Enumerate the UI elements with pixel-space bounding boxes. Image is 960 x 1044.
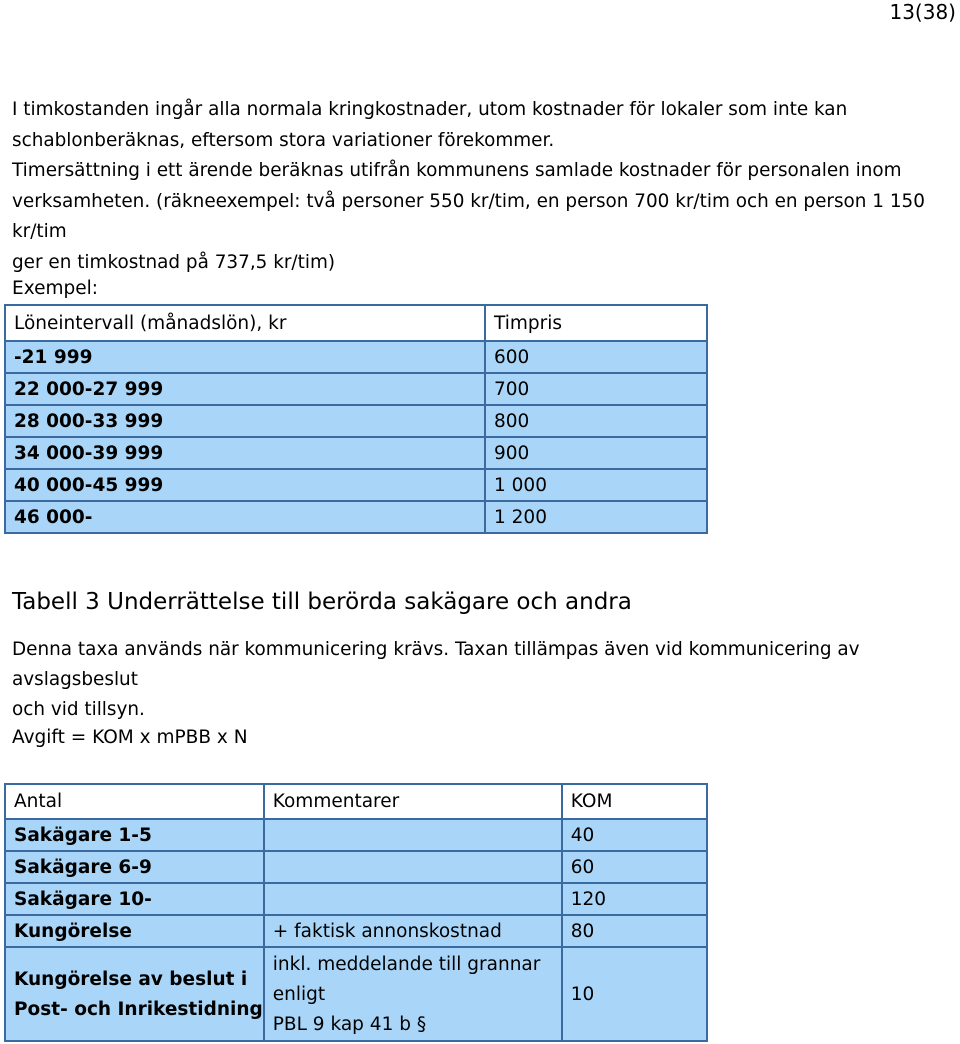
intro-line: I timkostanden ingår alla normala kringkostnader, utom kostnader för lokaler som inte kan <box>12 99 848 120</box>
kom-cell <box>562 947 707 1041</box>
comment-line: enligt <box>272 984 326 1005</box>
table-header-row <box>5 305 707 341</box>
price-cell: 900 <box>485 437 707 469</box>
kom-table <box>4 783 708 1042</box>
table-row <box>5 469 707 501</box>
comment-cell <box>264 819 562 851</box>
comment-cell: + faktisk annonskostnad <box>264 915 562 947</box>
header-cell: Löneintervall (månadslön), kr <box>5 305 485 341</box>
header-cell: KOM <box>562 784 707 819</box>
example-label: Exempel: <box>12 278 98 299</box>
salary-table <box>4 304 708 534</box>
intro-line: verksamheten. (räkneexempel: två personer 550 kr/tim, en person 700 kr/tim och en person 1 150 kr/tim <box>12 190 925 242</box>
price-cell: 1 000 <box>485 469 707 501</box>
description-line: och vid tillsyn. <box>12 699 145 720</box>
kom-cell: 60 <box>562 851 707 883</box>
antal-cell: Sakägare 1-5 <box>5 819 264 851</box>
range-cell: 34 000-39 999 <box>5 437 485 469</box>
intro-line: schablonberäknas, eftersom stora variationer förekommer. <box>12 129 555 151</box>
comment-cell <box>264 883 562 915</box>
antal-cell: Sakägare 10- <box>5 883 264 915</box>
table-row <box>5 947 707 1041</box>
antal-cell: Sakägare 6-9 <box>5 851 264 883</box>
antal-line: Post- och Inrikestidning <box>14 999 263 1020</box>
intro-paragraph <box>12 95 958 278</box>
kom-cell: 80 <box>562 915 707 947</box>
table-row <box>5 851 707 883</box>
comment-line: PBL 9 kap 41 b § <box>272 1014 427 1035</box>
table-row <box>5 501 707 533</box>
table-row <box>5 915 707 947</box>
price-cell: 600 <box>485 341 707 373</box>
table-row <box>5 819 707 851</box>
price-cell: 800 <box>485 405 707 437</box>
range-cell: -21 999 <box>5 341 485 373</box>
header-cell: Antal <box>5 784 264 819</box>
table-row <box>5 341 707 373</box>
antal-line: Kungörelse av beslut i <box>14 969 248 990</box>
range-cell: 28 000-33 999 <box>5 405 485 437</box>
range-cell: 46 000- <box>5 501 485 533</box>
kom-value: 10 <box>570 984 595 1005</box>
header-cell: Timpris <box>485 305 707 341</box>
comment-line: inkl. meddelande till grannar <box>272 954 541 975</box>
description-line: Denna taxa används när kommunicering krävs. Taxan tillämpas även vid kommunicering av avslagsbeslut <box>12 639 860 690</box>
table-row <box>5 373 707 405</box>
table-header-row <box>5 784 707 819</box>
table-row <box>5 883 707 915</box>
price-cell: 700 <box>485 373 707 405</box>
page-number: 13(38) <box>889 0 956 24</box>
table-row <box>5 405 707 437</box>
fee-formula: Avgift = KOM x mPBB x N <box>12 727 248 748</box>
header-cell: Kommentarer <box>264 784 562 819</box>
antal-cell <box>5 947 264 1041</box>
antal-cell: Kungörelse <box>5 915 264 947</box>
section-description <box>12 635 958 725</box>
range-cell: 22 000-27 999 <box>5 373 485 405</box>
kom-cell: 120 <box>562 883 707 915</box>
section-heading: Tabell 3 Underrättelse till berörda sakägare och andra <box>12 589 632 615</box>
price-cell: 1 200 <box>485 501 707 533</box>
comment-cell <box>264 851 562 883</box>
intro-line: ger en timkostnad på 737,5 kr/tim) <box>12 251 336 273</box>
range-cell: 40 000-45 999 <box>5 469 485 501</box>
comment-cell <box>264 947 562 1041</box>
intro-line: Timersättning i ett ärende beräknas utifrån kommunens samlade kostnader för personalen inom <box>12 160 902 181</box>
table-row <box>5 437 707 469</box>
kom-cell: 40 <box>562 819 707 851</box>
